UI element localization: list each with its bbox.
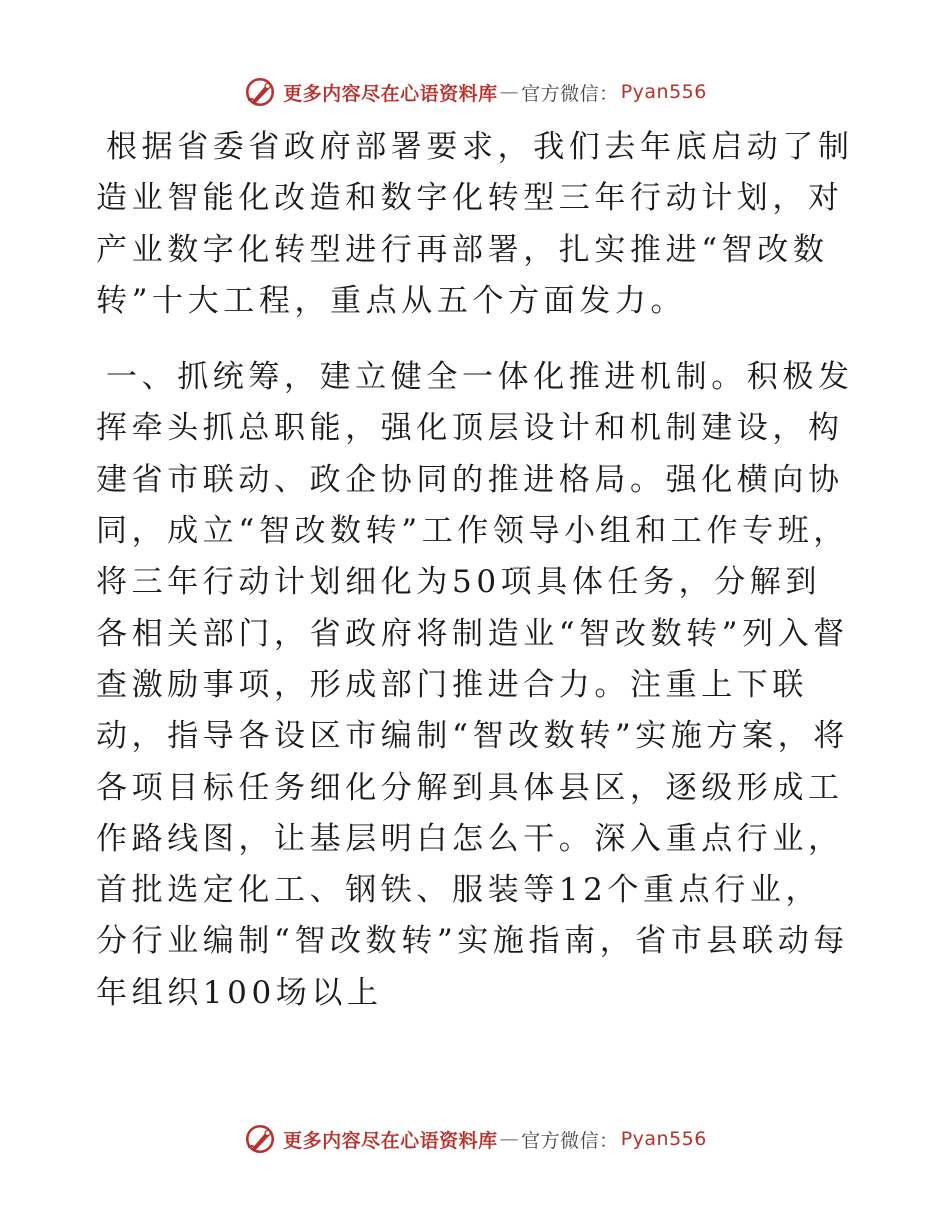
watermark-footer (0, 1119, 950, 1159)
document-body (96, 122, 856, 1019)
watermark-contact-id: Pyan556 (620, 81, 707, 103)
watermark-separator: — (499, 81, 520, 103)
watermark-contact-id: Pyan556 (620, 1128, 707, 1150)
watermark-contact-label: 官方微信： (521, 82, 619, 105)
watermark-brand-text: 更多内容尽在心语资料库 (283, 82, 498, 105)
pen-nib-logo-icon (243, 1122, 277, 1156)
watermark-separator: — (499, 1128, 520, 1150)
pen-nib-logo-icon (243, 75, 277, 109)
paragraph-intro: 根据省委省政府部署要求，我们去年底启动了制造业智能化改造和数字化转型三年行动计划，对产业数字化转型进行再部署，扎实推进“智改数转”十大工程，重点从五个方面发力。 (96, 129, 854, 319)
watermark-header (0, 72, 950, 112)
paragraph-section-one: 一、抓统筹，建立健全一体化推进机制。积极发挥牵头抓总职能，强化顶层设计和机制建设，构建省市联动、政企协同的推进格局。强化横向协同，成立“智改数转”工作领导小组和工作专班，将三年行动计划细化为50项具体任务，分解到各相关部门，省政府将制造业“智改数转”列入督查激励事项，形成部门推进合力。注重上下联动，指导各设区市编制“智改数转”实施方案，将各项目标任务细化分解到具体县区，逐级形成工作路线图，让基层明白怎么干。深入重点行业，首批选定化工、钢铁、服装等12个重点行业，分行业编制“智改数转”实施指南，省市县联动每年组织100场以上 (96, 359, 854, 1011)
watermark-brand-text: 更多内容尽在心语资料库 (283, 1129, 498, 1152)
watermark-contact-label: 官方微信： (521, 1129, 619, 1152)
